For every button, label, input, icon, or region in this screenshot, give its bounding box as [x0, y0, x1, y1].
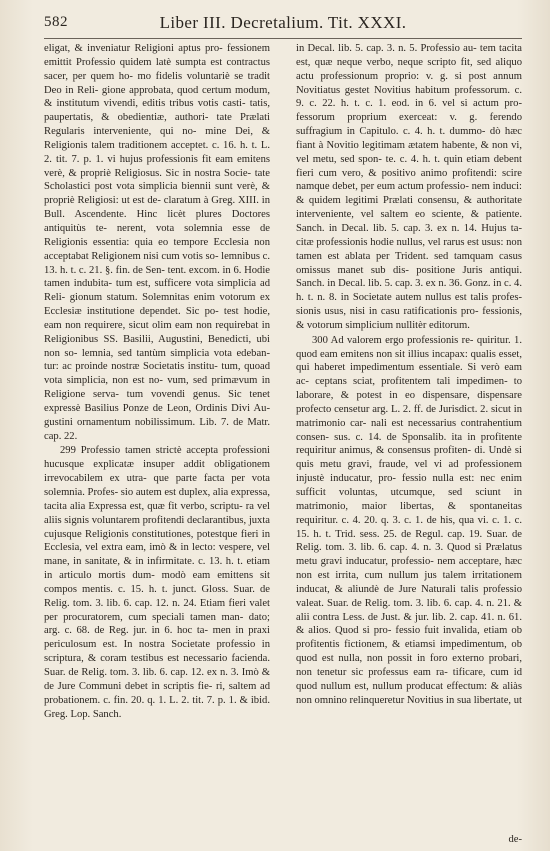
paragraph: 299 Professio tamen strictè accepta professioni hucusque explicatæ insuper addit obligationem irrevocabilem ex utra- que parte facta per vota solemnia. Profes- sio autem est duplex, alia expressa, tacita alia Expressa est, quæ fit verbo, scriptu- ra vel aliis signis voluntarem profitendi declarantibus, juxta cujusque Religionis constitutiones, potestque fieri in Ecclesia, vel extra eam, imò & in lecto: vespere, vel mane, in sanitate, & in infirmitate. c. 13. h. t. etiam in articulo mortis dum- modò eam emittens sit compos mentis. c. 15. h. t. junct. Gloss. Suar. de Relig. tom. 3. lib. 6. cap. 12. n. 24. Etiam fieri valet per procuratorem, cum speciali tamen man- dato; arg. c. 68. de Reg. jur. in 6. hoc ta- men in praxi periculosum est. In nostra Societate professio in scriptura, & coram testibus est necessario facienda. Suar. de Relig. tom. 3. lib. 6. cap. 12. ex n. 3. Imò & de Jure Communi debet in scriptis fie- ri, saltem ad probationem. c. fin. 20. q. 1. L. 2. tit. 7. p. 1. & ibid. Greg. Lop. Sanch.: [44, 445, 270, 720]
paragraph: 300 Ad valorem ergo professionis re- quiritur. 1. quod eam emitens non sit illius incapax: qualis esset, qui haberet impedimentum essentiale. Si verò eam ac- ceptans sciat, profitentem tali impedimen- to laborare, & potest in eo dispensare, dispensare profecto censetur arg. L. 2. ff. de Jurisdict. 2. sicut in matrimonio car- nali est necessarius contrahentium consen- sus. c. 14. de Sponsalib. ita in profitente requiritur animus, & consensus profiten- di. Undè si quis metu gravi, fraude, vel vi ad professionem injustè inducatur, pro- fessio nulla est: nec enim sufficit voluntas, utcumque, sed sciunt in matrimonio, maior libertas, & spontaneitas requiritur. c. 4. 20. q. 3. c. 1. de his, qua vi. c. 1. c. 15. h. t. Trid. sess. 25. de Regul. cap. 19. Suar. de Relig. tom. 3. lib. 6. cap. 4. n. 3. Quod si Prælatus metu gravi inducatur, professio- nem acceptare, hæc non est irrita, cum nullum jus talem irritationem inducat, & aliundè de Jure Naturali talis professio valeat. Suar. de Relig. tom. 3. lib. 6. cap. 4. n. 21. & alii contra Less. de Just. & jur. lib. 2. cap. 41. n. 61. & alios. Quod si pro- fessio fuit invalida, etiam ob profitentis fictionem, & etiamsi impedimentum, ob quod est nulla, non possit in foro externo probari, non tenetur sic professus eam ra- tificare, cum id quod nullum est, nullum producat effectum: & aliàs non omnino relinqueretur Novitius in sua libertate, ut: [296, 334, 522, 706]
left-column: [44, 42, 270, 721]
running-title: Liber III. Decretalium. Tit. XXXI.: [159, 13, 407, 32]
page-number: 582: [44, 14, 68, 30]
right-column: [296, 42, 522, 708]
paragraph: in Decal. lib. 5. cap. 3. n. 5. Professio au- tem tacita est, quæ neque verbo, neque scripto fit, sed aliquo actu professionum proprio: v. g. si post annum Novitiatus gestet Novitius habitum professorum. c. 9. c. 22. h. t. c. 1. eod. in 6. vel si actum pro- fessorum proprium exerceat: v. g. ferendo suffragium in Capitulo. c. 4. h. t. dummo- dò hæc fiant à Novitio legitimam ætatem habente, & non vi, vel metu, sed spon- te. c. 4. h. t. quin etiam debent fieri cum vero, & positivo animo profitendi: scire namque debet, per eum actum professio- nem induci: & quidem legitimi Prælati consensu, & authoritate interveniente, vel saltem eo sciente, & patiente. Sanch. in Decal. lib. 5. cap. 3. ex n. 14. Hujus ta- citæ professionis hodie nullus, vel rarus est usus: non tamen est ablata per Trident. sed tamquam casus omissus manet sub dis- positione Juris antiqui. Sanch. in Decal. lib. 5. cap. 3. ex n. 36. Gonz. in c. 4. h. t. n. 8. in Societate autem nullus est talis profes- sionis usus, nisi in casu ratificationis pro- fessionis, & votorum simplicium nullitèr editorum.: [296, 43, 522, 331]
catchword: de-: [508, 834, 522, 845]
paragraph: eligat, & inveniatur Religioni aptus pro- fessionem emittit Professio quidem latè sumpta est contractus sacer, per quem ho- mo fidelis voluntariè se tradit Deo in Reli- gione approbata, quod certum modum, & institutum vivendi, editis tribus votis casti- tatis, paupertatis, & obedientiæ, authori- tate Prælati Regularis interveniente, qui no- mine Dei, & Religionis talem traditionem acceptet. c. 16. h. t. L. 2. tit. 7. p. 1. vi hujus professionis fit eam emitens verè, & propriè Religiosus. Sic in nostra Socie- tate Scholastici post vota simplicia biennii sunt verè, & propriè Religiosi: ut est de- claratum à Greg. XIII. in Bull. Ascendente. Hinc licèt plures Doctores antiquitùs te- nerent, vota solemnia esse de Religionis essentia: quia eo tempore Ecclesia non acceptabat Religionem nisi cum votis so- lemnibus c. 13. h. t. c. 21. §. fin. de Sen- tent. excom. in 6. Hodie tamen indubita- tum est, sufficere vota simplicia ad Reli- gionum statum. Solemnitas enim votorum ex Ecclesiæ institutione dependet. Sic po- test hodie, eam non requirere, sicut olim eam non requirebat in Religionibus SS. Basilii, Augustini, Benedicti, ubi non so- lemnia, sed tantùm simplicia vota edeban- tur: ac proinde nostræ Societatis institu- tum, quoad vota simplicia, non est no- vum, sed primævum in Religione serva- tum vovendi genus. Sic tenet expressè Basilius Ponze de Leon, Ordinis Divi Au- gustini ornamentum nobilissimum. Lib. 7. de Matr. cap. 22.: [44, 43, 270, 442]
page-header: [44, 14, 522, 39]
